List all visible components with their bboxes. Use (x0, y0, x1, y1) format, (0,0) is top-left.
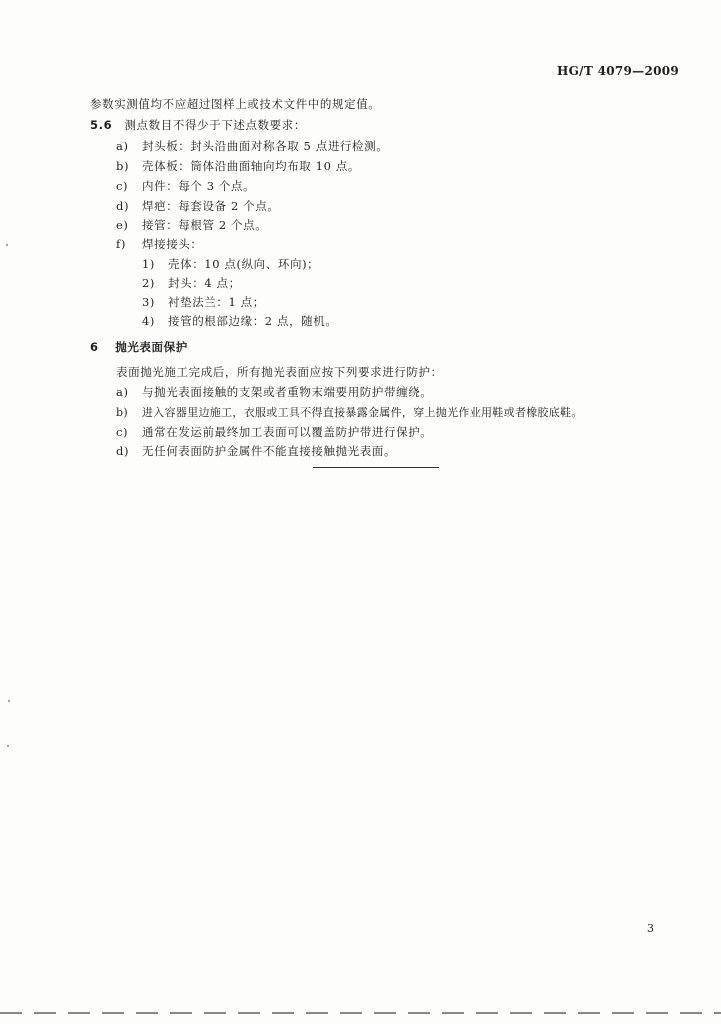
list-item (116, 384, 432, 400)
item-text: 壳体板：筒体沿曲面轴向均布取 10 点。 (142, 159, 360, 173)
item-text: 接管的根部边缘：2 点，随机。 (168, 314, 338, 328)
item-text: 内件：每个 3 个点。 (142, 179, 256, 193)
intro-line: 参数实测值均不应超过图样上或技术文件中的规定值。 (90, 97, 381, 111)
scan-speck (6, 244, 8, 246)
sub-list-item (142, 294, 265, 310)
page-number: 3 (647, 922, 654, 935)
item-text: 焊疤：每套设备 2 个点。 (142, 199, 280, 213)
item-label: a) (116, 139, 129, 153)
list-item (116, 424, 432, 440)
item-text: 接管：每根管 2 个点。 (142, 218, 268, 232)
item-label: c) (116, 179, 129, 193)
item-label: 3) (142, 295, 156, 309)
item-label: d) (116, 199, 130, 213)
item-label: c) (116, 425, 129, 439)
item-label: 2) (142, 276, 156, 290)
list-item (116, 236, 203, 252)
item-label: f) (116, 237, 126, 251)
section-title: 测点数目不得少于下述点数要求： (124, 118, 306, 132)
item-text: 封头板：封头沿曲面对称各取 5 点进行检测。 (142, 139, 389, 153)
item-label: 1) (142, 257, 156, 271)
item-label: 4) (142, 314, 156, 328)
section-number: 5.6 (90, 118, 113, 132)
end-rule (313, 467, 439, 468)
sub-list-item (142, 313, 337, 329)
item-text: 封头：4 点； (168, 276, 241, 290)
item-label: b) (116, 406, 128, 419)
item-text: 进入容器里边施工，衣服或工具不得直接暴露金属件，穿上抛光作业用鞋或者橡胶底鞋。 (142, 406, 583, 419)
item-text: 无任何表面防护金属件不能直接接触抛光表面。 (142, 444, 397, 458)
list-item (116, 138, 388, 154)
item-text: 衬垫法兰：1 点； (168, 295, 265, 309)
item-text: 通常在发运前最终加工表面可以覆盖防护带进行保护。 (142, 425, 433, 439)
list-item (116, 178, 255, 194)
section-5-6-heading (90, 117, 306, 133)
scan-speck (7, 745, 9, 747)
sub-list-item (142, 256, 319, 272)
item-text: 与抛光表面接触的支架或者重物末端要用防护带缠绕。 (142, 385, 433, 399)
item-label: d) (116, 444, 130, 458)
section-title: 抛光表面保护 (115, 340, 188, 354)
sub-list-item (142, 275, 241, 291)
section-6-heading (90, 339, 188, 355)
item-text: 焊接接头： (142, 237, 203, 251)
scan-edge-dashes (0, 1012, 721, 1014)
item-label: b) (116, 159, 130, 173)
standard-code: HG/T 4079—2009 (557, 64, 680, 78)
scan-speck (8, 700, 10, 702)
list-item (116, 158, 360, 174)
item-label: a) (116, 385, 129, 399)
list-item (116, 217, 267, 233)
item-label: e) (116, 218, 129, 232)
section-number: 6 (90, 340, 99, 354)
list-item (116, 404, 583, 420)
list-item (116, 443, 396, 459)
list-item (116, 198, 279, 214)
section-6-intro: 表面抛光施工完成后，所有抛光表面应按下列要求进行防护： (116, 365, 443, 379)
item-text: 壳体：10 点(纵向、环向)； (168, 257, 320, 271)
